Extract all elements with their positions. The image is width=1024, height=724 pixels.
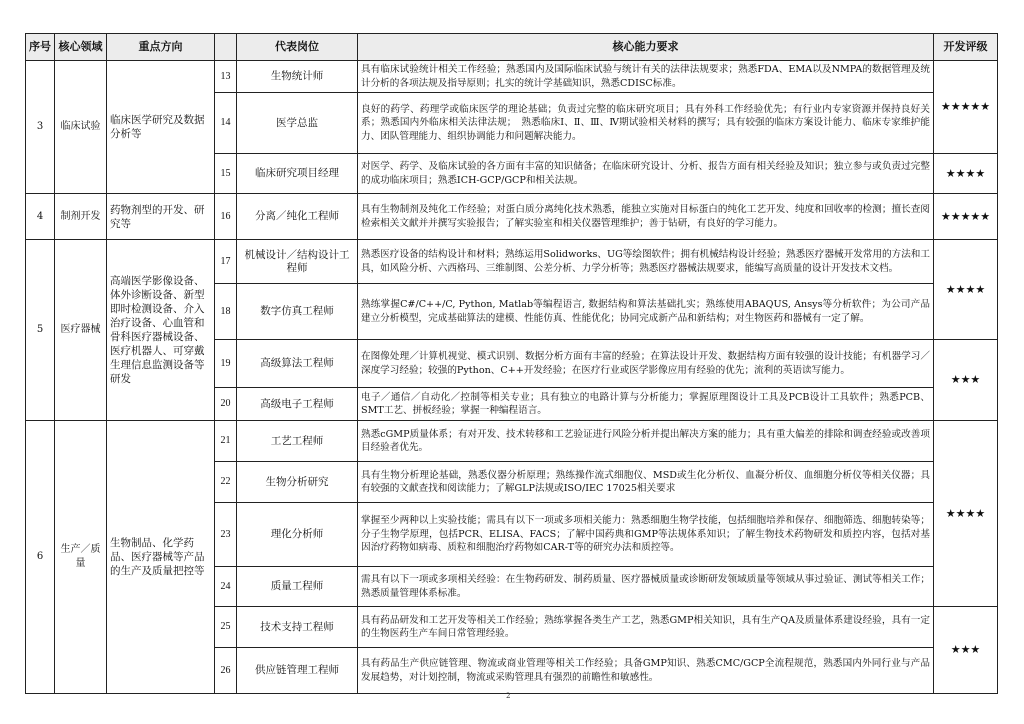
requirements-text: 熟悉医疗设备的结构设计和材料；熟练运用Solidworks、UG等绘图软件；拥有机械结构设计经验；熟悉医疗器械开发常用的方法和工具，如风险分析、六西格玛、三维制图、公差分析、力学分析等；熟悉医疗器械法规要求，能编写高质量的设计开发技术文档。	[358, 240, 934, 284]
header-num	[215, 34, 237, 61]
group-seq: 6	[26, 421, 55, 694]
position-name: 机械设计／结构设计工程师	[237, 240, 358, 284]
position-name: 供应链管理工程师	[237, 648, 358, 694]
position-name: 医学总监	[237, 93, 358, 154]
requirements-text: 具有临床试验统计相关工作经验；熟悉国内及国际临床试验与统计有关的法律法规要求；熟悉FDA、EMA以及NMPA的数据管理及统计分析的各项法规及指导原则；扎实的统计学基础知识，熟悉CDISC标准。	[358, 61, 934, 93]
position-name: 工艺工程师	[237, 421, 358, 462]
row-number: 13	[215, 61, 237, 93]
group-seq: 4	[26, 194, 55, 240]
requirements-text: 具有药品研发和工艺开发等相关工作经验；熟练掌握各类生产工艺，熟悉GMP相关知识，具有生产QA及质量体系建设经验，具有一定的生物医药生产车间日常管理经验。	[358, 607, 934, 648]
group-seq: 3	[26, 61, 55, 194]
position-name: 数字仿真工程师	[237, 284, 358, 340]
row-number: 26	[215, 648, 237, 694]
row-number: 15	[215, 154, 237, 194]
rating-stars: ★★★	[934, 607, 998, 694]
position-name: 技术支持工程师	[237, 607, 358, 648]
row-number: 19	[215, 340, 237, 388]
header-rating: 开发评级	[934, 34, 998, 61]
group-domain: 临床试验	[55, 61, 107, 194]
position-name: 高级电子工程师	[237, 388, 358, 421]
header-position: 代表岗位	[237, 34, 358, 61]
requirements-text: 需具有以下一项或多项相关经验：在生物药研发、制药质量、医疗器械质量或诊断研发领域质量等领域从事过验证、测试等相关工作；熟悉质量管理体系标准。	[358, 567, 934, 607]
row-number: 16	[215, 194, 237, 240]
row-number: 17	[215, 240, 237, 284]
position-name: 生物统计师	[237, 61, 358, 93]
row-number: 21	[215, 421, 237, 462]
position-name: 高级算法工程师	[237, 340, 358, 388]
requirements-text: 对医学、药学、及临床试验的各方面有丰富的知识储备；在临床研究设计、分析、报告方面有相关经验及知识；独立参与或负责过完整的成功临床项目；熟悉ICH-GCP/GCP和相关法规。	[358, 154, 934, 194]
requirements-text: 具有生物分析理论基础，熟悉仪器分析原理；熟练操作流式细胞仪、MSD或生化分析仪、血凝分析仪、血细胞分析仪等相关仪器；具有较强的文献查找和阅读能力；了解GLP法规或ISO/IEC 17025相关要求	[358, 462, 934, 503]
header-seq: 序号	[26, 34, 55, 61]
row-number: 14	[215, 93, 237, 154]
group-domain: 医疗器械	[55, 240, 107, 421]
rating-stars: ★★★★★	[934, 61, 998, 154]
rating-stars: ★★★★	[934, 421, 998, 607]
rating-stars: ★★★	[934, 340, 998, 421]
table-row	[26, 421, 998, 462]
position-name: 分离／纯化工程师	[237, 194, 358, 240]
requirements-text: 掌握至少两种以上实验技能；需具有以下一项或多项相关能力：熟悉细胞生物学技能，包括细胞培养和保存、细胞筛选、细胞转染等；分子生物学原理，包括PCR、ELISA、FACS；了解中国药典和GMP等法规体系知识；了解生物技术药物研发和质控内容，包括对基因治疗药物如病毒、质粒和细胞治疗药物如CAR-T等的研究办法和质控等。	[358, 503, 934, 567]
rating-stars: ★★★★★	[934, 194, 998, 240]
requirements-text: 熟悉cGMP质量体系；有对开发、技术转移和工艺验证进行风险分析并提出解决方案的能力；具有重大偏差的排除和调查经验或改善项目经验者优先。	[358, 421, 934, 462]
header-direction: 重点方向	[107, 34, 215, 61]
position-name: 临床研究项目经理	[237, 154, 358, 194]
header-domain: 核心领域	[55, 34, 107, 61]
group-domain: 制剂开发	[55, 194, 107, 240]
group-direction: 药物剂型的开发、研究等	[107, 194, 215, 240]
requirements-text: 在图像处理／计算机视觉、模式识别、数据分析方面有丰富的经验；在算法设计开发、数据结构方面有较强的设计技能；有机器学习／深度学习经验；较强的Python、C++开发经验；在医疗行业或医学影像应用有经验的优先；流利的英语读写能力。	[358, 340, 934, 388]
talent-requirements-table	[25, 33, 998, 694]
group-direction: 生物制品、化学药品、医疗器械等产品的生产及质量把控等	[107, 421, 215, 694]
requirements-text: 熟练掌握C#/C++/C, Python, Matlab等编程语言, 数据结构和算法基础扎实；熟练使用ABAQUS, Ansys等分析软件；为公司产品建立分析模型，完成基础算法的建模、性能仿真、性能优化；协同完成新产品和新结构；对生物医药和器械有一定了解。	[358, 284, 934, 340]
table-row	[26, 240, 998, 284]
row-number: 22	[215, 462, 237, 503]
requirements-text: 具有生物制剂及纯化工作经验；对蛋白质分离纯化技术熟悉，能独立实施对目标蛋白的纯化工艺开发、纯度和回收率的检测；擅长查阅检索相关文献并并撰写实验报告；了解实验室和相关仪器管理维护；善于钻研，有良好的学习能力。	[358, 194, 934, 240]
group-domain: 生产／质量	[55, 421, 107, 694]
header-requirements: 核心能力要求	[358, 34, 934, 61]
requirements-text: 具有药品生产供应链管理、物流或商业管理等相关工作经验；具备GMP知识、熟悉CMC/GCP全流程规范，熟悉国内外同行业与产品发展趋势，对计划控制，物流或采购管理具有强烈的前瞻性和敏感性。	[358, 648, 934, 694]
position-name: 生物分析研究	[237, 462, 358, 503]
position-name: 质量工程师	[237, 567, 358, 607]
page-number: 2	[506, 692, 511, 700]
group-direction: 高端医学影像设备、体外诊断设备、新型即时检测设备、介入治疗设备、心血管和骨科医疗器械设备、医疗机器人、可穿戴生理信息监测设备等研发	[107, 240, 215, 421]
header-row	[26, 34, 998, 61]
requirements-text: 电子／通信／自动化／控制等相关专业；具有独立的电路计算与分析能力；掌握原理图设计工具及PCB设计工具软件；熟悉PCB、SMT工艺、拼板经验；掌握一种编程语言。	[358, 388, 934, 421]
row-number: 25	[215, 607, 237, 648]
group-direction: 临床医学研究及数据分析等	[107, 61, 215, 194]
rating-stars: ★★★★	[934, 240, 998, 340]
table-row	[26, 194, 998, 240]
row-number: 20	[215, 388, 237, 421]
row-number: 23	[215, 503, 237, 567]
position-name: 理化分析师	[237, 503, 358, 567]
rating-stars: ★★★★	[934, 154, 998, 194]
row-number: 24	[215, 567, 237, 607]
requirements-text: 良好的药学、药理学或临床医学的理论基础；负责过完整的临床研究项目；具有外科工作经验优先；有行业内专家资源并保持良好关系；熟悉国内外临床相关法律法规； 熟悉临床Ⅰ、Ⅱ、Ⅲ、Ⅳ期试验相关材料的撰写；具有较强的临床方案设计能力、临床专家维护能力、团队管理能力、组织协调能力和问题解决能力。	[358, 93, 934, 154]
row-number: 18	[215, 284, 237, 340]
group-seq: 5	[26, 240, 55, 421]
table-row	[26, 61, 998, 93]
